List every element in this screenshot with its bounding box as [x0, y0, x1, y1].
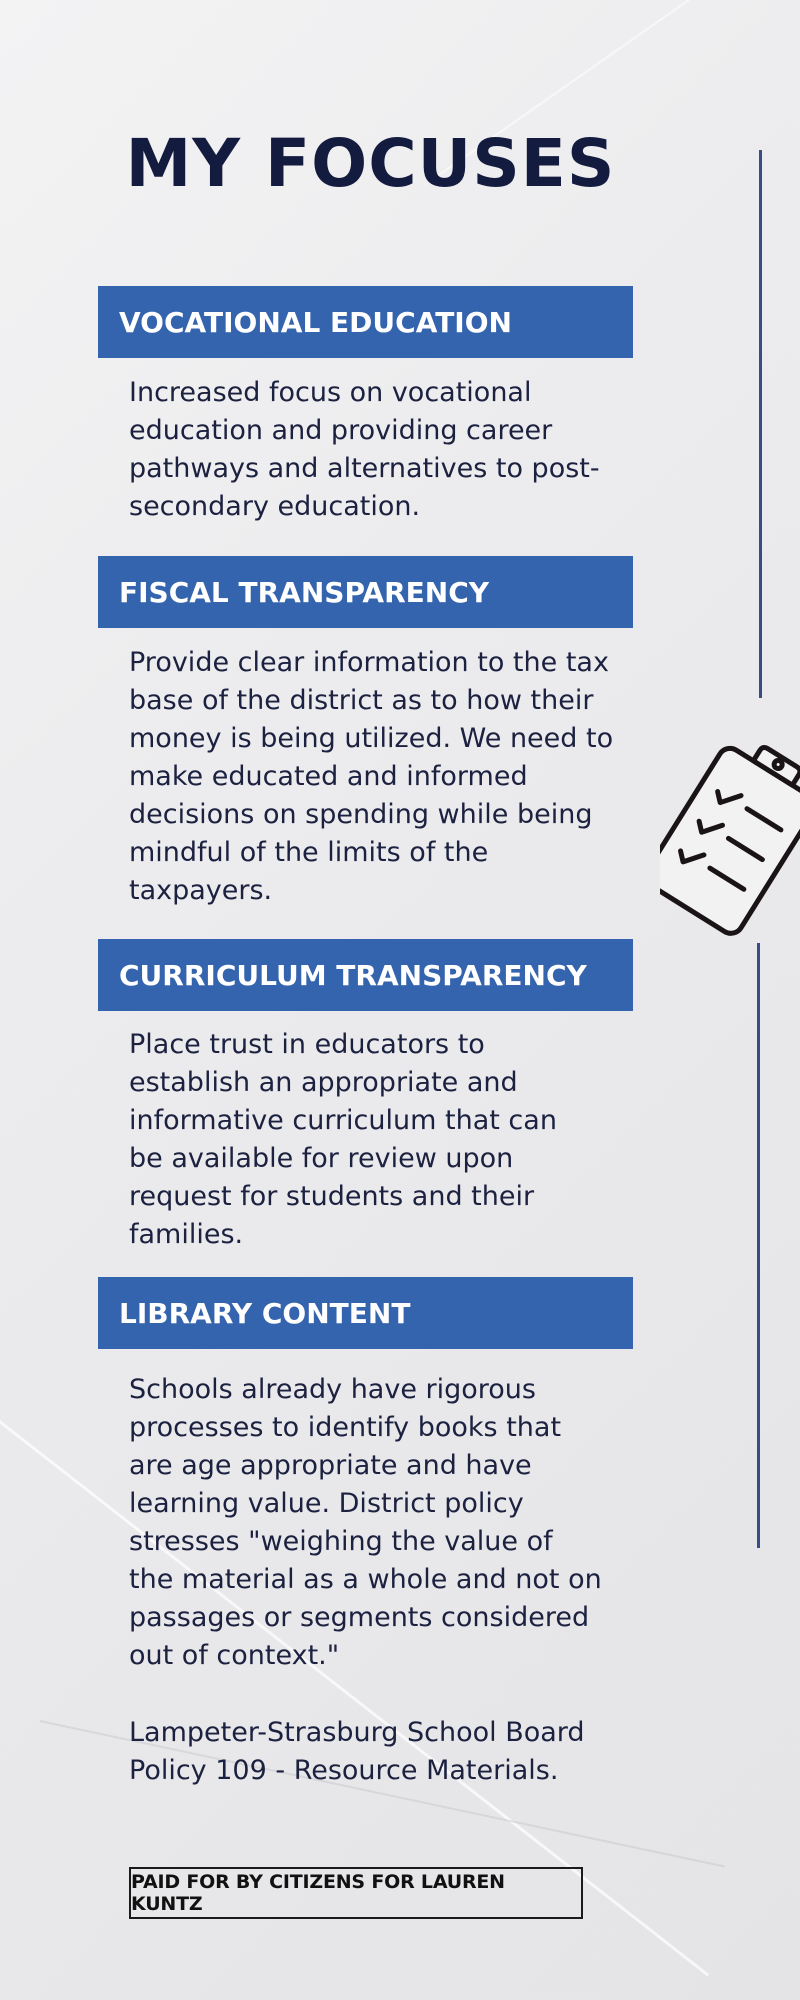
section-heading-label: LIBRARY CONTENT: [119, 1296, 411, 1330]
vertical-rule-top: [759, 150, 762, 698]
vertical-rule-bottom: [757, 943, 760, 1548]
section-heading-label: VOCATIONAL EDUCATION: [119, 305, 512, 339]
paid-for-disclaimer: PAID FOR BY CITIZENS FOR LAUREN KUNTZ: [129, 1867, 583, 1919]
page-title: MY FOCUSES: [125, 125, 616, 202]
section-heading-vocational: [98, 286, 633, 358]
section-heading-fiscal: [98, 556, 633, 628]
section-heading-label: CURRICULUM TRANSPARENCY: [119, 958, 587, 992]
section-body-curriculum: Place trust in educators to establish an appropriate and informative curriculum that can be available for review upon request for students and their families.: [129, 1029, 557, 1250]
section-heading-curriculum: [98, 939, 633, 1011]
clipboard-checklist-icon: [660, 725, 800, 945]
policy-citation: Lampeter-Strasburg School Board Policy 109 - Resource Materials.: [129, 1717, 585, 1786]
section-body-library: Schools already have rigorous processes to identify books that are age appropriate and have learning value. District policy stresses "weighing the value of the material as a whole and not on passages or segments considered out of context.": [129, 1374, 602, 1671]
section-body-vocational: Increased focus on vocational education and providing career pathways and alternatives to post- secondary education.: [129, 377, 600, 522]
section-heading-label: FISCAL TRANSPARENCY: [119, 575, 490, 609]
section-heading-library: [98, 1277, 633, 1349]
section-body-fiscal: Provide clear information to the tax base of the district as to how their money is being utilized. We need to make educated and informed decisions on spending while being mindful of the limits of the taxpayers.: [129, 647, 614, 906]
